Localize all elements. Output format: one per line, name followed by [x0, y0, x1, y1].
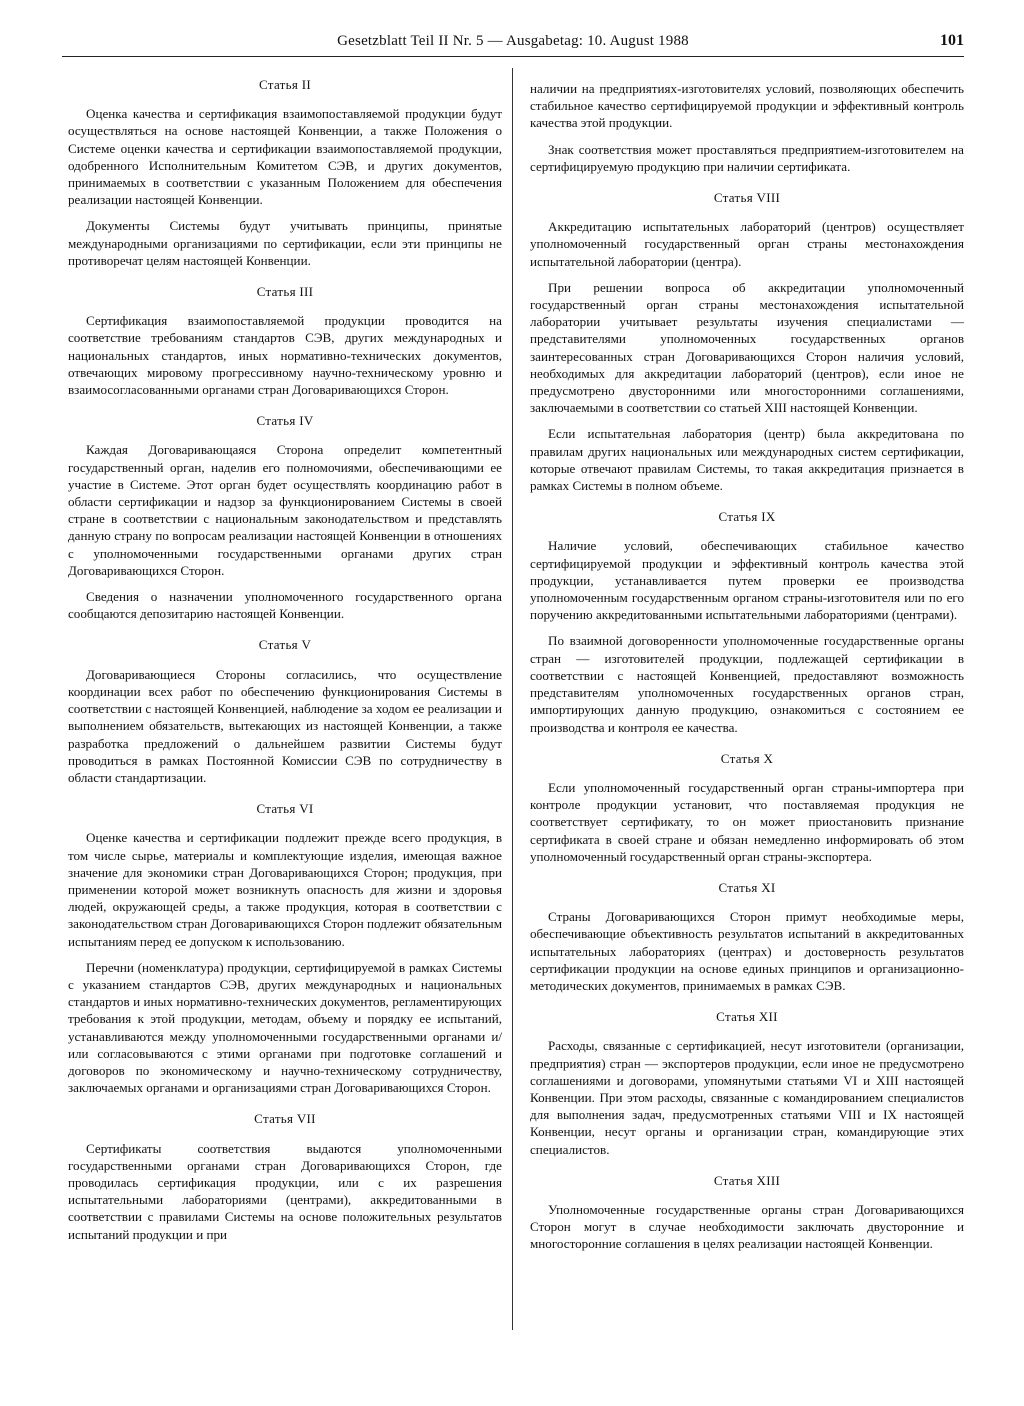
article-paragraph: Если испытательная лаборатория (центр) была аккредитована по правилам других национальных или международных систем сертификации, которые отвечают правилам Системы, то такая аккредитация признается в рамках Системы в полном объеме.	[530, 426, 964, 494]
article-paragraph: Оценке качества и сертификации подлежит прежде всего продукция, в том числе сырье, материалы и комплектующие изделия, имеющая важное значение для экономики стран Договаривающихся Сторон; продукция, при применении которой может возникнуть опасность для жизни и здоровья людей, окружающей среды, а также продукция, которая в соответствии с законодательством стран Договаривающихся Сторон подлежит обязательным испытаниям перед ее допуском к использованию.	[68, 830, 502, 949]
header-title: Gesetzblatt Teil II Nr. 5 — Ausgabetag: 10. August 1988	[337, 33, 689, 49]
article-title: Статья III	[256, 284, 314, 300]
page-number: 101	[940, 32, 964, 49]
article-paragraph: Каждая Договаривающаяся Сторона определит компетентный государственный орган, наделив его полномочиями, обеспечивающими ее участие в Системе. Этот орган будет осуществлять координацию работ в области сертификации и надзор за функционированием Системы в своей стране в соответствии с национальным законодательством и представлять данную страну по вопросам реализации настоящей Конвенции в отношениях с уполномоченными государственными органами других стран Договаривающихся Сторон.	[68, 442, 502, 578]
article-title: Статья VI	[256, 801, 314, 817]
right-column	[530, 80, 964, 1267]
left-column	[68, 76, 502, 1257]
page-header	[62, 30, 964, 57]
article-title: Статья II	[259, 77, 311, 92]
article	[68, 412, 502, 622]
article-paragraph: Оценка качества и сертификация взаимопоставляемой продукции будут осуществляться на основе настоящей Конвенции, а также Положения о Системе оценки качества и сертификации взаимопоставляемой продукции, одобренного Исполнительным Комитетом СЭВ, и других документов, принимаемых в соответствии с указанным Положением для обеспечения реализации настоящей Конвенции.	[68, 106, 502, 208]
article-paragraph: При решении вопроса об аккредитации уполномоченный государственный орган страны местонахождения испытательной лаборатории учитывает результаты изучения специалистами — представителями уполномоченных государственных органов заинтересованных стран Договаривающихся Сторон наличия условий, необходимых для аккредитации лабораторий (центров), если иное не предусмотрено двусторонними или многосторонними соглашениями, заключаемыми в соответствии со статьей XIII настоящей Конвенции.	[530, 279, 964, 416]
article-paragraph: Сертификация взаимопоставляемой продукции проводится на соответствие требованиям стандартов СЭВ, других международных и национальных стандартов, иных нормативно-технических документов, отвечающих мировому прогрессивному научно-техническому уровню и взаимосогласованными органами стран Договаривающихся Сторон.	[68, 313, 502, 398]
article-paragraph: наличии на предприятиях-изготовителях условий, позволяющих обеспечить стабильное качество сертифицируемой продукции и эффективный контроль качества этой продукции.	[530, 81, 964, 131]
article-title: Статья XI	[718, 879, 776, 895]
article	[530, 508, 964, 735]
article-title: Статья V	[258, 637, 312, 653]
article-title: Статья VII	[254, 1111, 316, 1127]
article	[530, 879, 964, 994]
article-title: Статья XII	[716, 1009, 778, 1025]
article	[530, 750, 964, 865]
column-divider	[512, 68, 513, 1330]
article-title: Статья XIII	[713, 1172, 781, 1188]
article-paragraph: По взаимной договоренности уполномоченные государственные органы стран — изготовителей продукции, подлежащей сертификации в соответствии с настоящей Конвенцией, предоставляют возможность представителям уполномоченных государственных органов стран, импортирующих данную продукцию, ознакомиться с состоянием ее производства и контроля ее качества.	[530, 633, 964, 735]
article	[530, 1008, 964, 1158]
article-paragraph: Перечни (номенклатура) продукции, сертифицируемой в рамках Системы с указанием стандартов СЭВ, других международных и национальных стандартов и иных нормативно-технических документов, регламентирующих требования к этой продукции, методам, объему и порядку ее испытаний, устанавливаются между уполномоченными государственными органами и/или согласовываются с этими органами при подготовке соглашений и договоров по экономическому и научно-техническому сотрудничеству, заключаемых органами и организациями стран Договаривающихся Сторон.	[68, 959, 502, 1096]
article	[68, 636, 502, 786]
article-title: Статья IV	[256, 413, 314, 429]
article	[68, 283, 502, 398]
article-title: Статья X	[720, 750, 774, 766]
article	[68, 800, 502, 1096]
article	[530, 1172, 964, 1253]
article	[68, 76, 502, 269]
article-title: Статья IX	[718, 509, 776, 525]
article-paragraph: Расходы, связанные с сертификацией, несут изготовители (организации, предприятия) стран — экспортеров продукции, если иное не предусмотрено соглашениями и договорами, упомянутыми статьями VI и XIII настоящей Конвенции. При этом расходы, связанные с командированием специалистов для выполнения задач, предусмотренных статьями VIII и IX настоящей Конвенции, несут органы и организации стран, командирующие этих специалистов.	[530, 1038, 964, 1157]
article-paragraph: Знак соответствия может проставляться предприятием-изготовителем на сертифицируемую продукцию при наличии сертификата.	[530, 141, 964, 174]
article-paragraph: Если уполномоченный государственный орган страны-импортера при контроле продукции установит, что поставляемая продукция не соответствует сертификату, то он может приостановить признание сертификата в своей стране и обязан немедленно информировать об этом уполномоченный государственный орган страны-экспортера.	[530, 779, 964, 864]
article-paragraph: Сведения о назначении уполномоченного государственного органа сообщаются депозитарию настоящей Конвенции.	[68, 589, 502, 622]
article-title: Статья VIII	[713, 190, 781, 206]
article-paragraph: Документы Системы будут учитывать принципы, принятые международными организациями по сертификации, если эти принципы не противоречат целям настоящей Конвенции.	[68, 218, 502, 268]
article-paragraph: Договаривающиеся Стороны согласились, что осуществление координации всех работ по обеспечению функционирования Системы в соответствии с настоящей Конвенцией, наблюдение за ходом ее реализации и выполнением обязательств, вытекающих из настоящей Конвенции, а также разработка предложений о дальнейшем развитии Системы будут проводиться в рамках Постоянной Комиссии СЭВ по сотрудничеству в области стандартизации.	[68, 666, 502, 785]
article-paragraph: Уполномоченные государственные органы стран Договаривающихся Сторон могут в случае необходимости заключать двусторонние и многосторонние соглашения в целях реализации настоящей Конвенции.	[530, 1201, 964, 1252]
article	[530, 80, 964, 175]
article-paragraph: Страны Договаривающихся Сторон примут необходимые меры, обеспечивающие объективность результатов испытаний в аккредитованных испытательных лабораториях (центрах) и достоверность результатов сертификации продукции на основе единых принципов и организационно-методических документов, принимаемых в рамках СЭВ.	[530, 909, 964, 993]
article-paragraph: Сертификаты соответствия выдаются уполномоченными государственными органами стран Договаривающихся Сторон, где проводилась сертификация продукции, или с их разрешения испытательными лабораториями (центрами), аккредитованными в соответствии с правилами Системы на основе положительных результатов испытаний продукции и при	[68, 1140, 502, 1242]
article-paragraph: Наличие условий, обеспечивающих стабильное качество сертифицируемой продукции и эффективный контроль качества этой продукции, устанавливается путем проверки ее производства уполномоченным государственным органом страны-изготовителя или по его поручению аккредитованными испытательными лабораториями (центрами).	[530, 538, 964, 623]
article	[68, 1110, 502, 1242]
article	[530, 189, 964, 494]
article-paragraph: Аккредитацию испытательных лабораторий (центров) осуществляет уполномоченный государственный орган страны местонахождения испытательной лаборатории (центра).	[530, 219, 964, 269]
